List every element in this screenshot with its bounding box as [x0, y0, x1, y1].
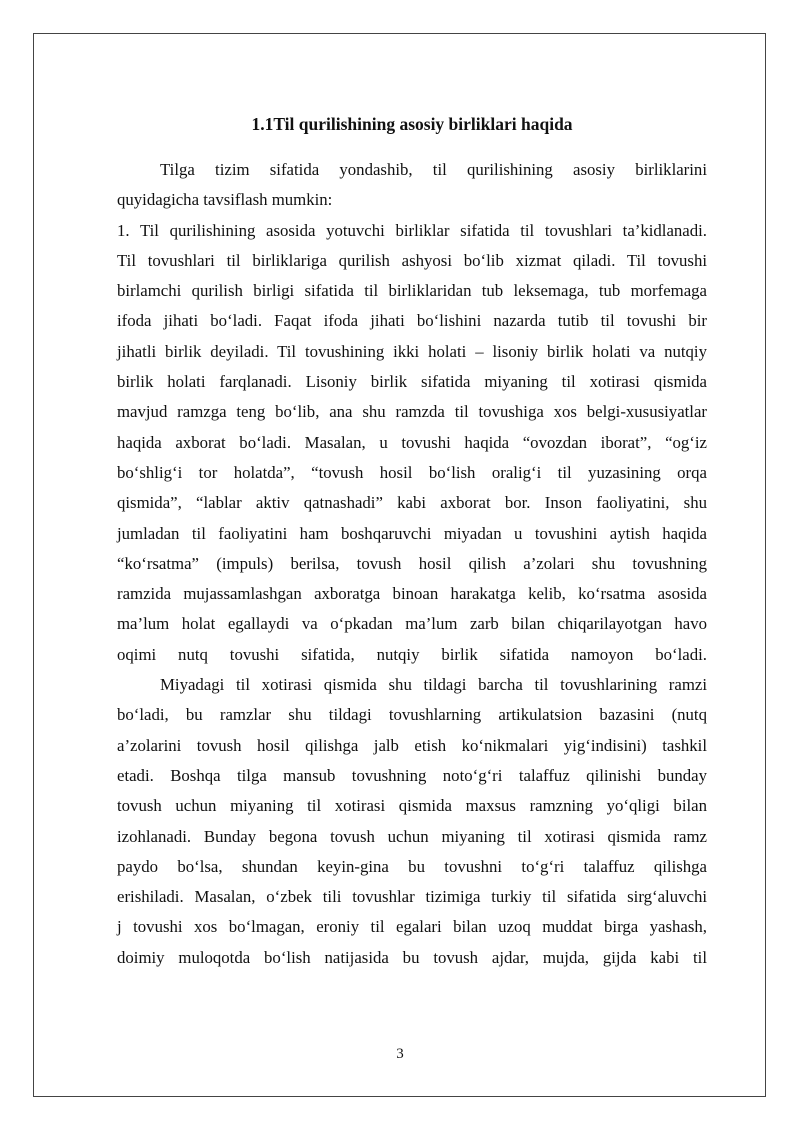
text-line: quyidagicha tavsiflash mumkin: [117, 190, 333, 210]
text-line: tovush uchun miyaning til xotirasi qismida maxsus ramzning yo‘qligi bilan [117, 796, 707, 816]
text-line: Til tovushlari til birliklariga qurilish ashyosi bo‘lib xizmat qiladi. Til tovushi [117, 250, 707, 270]
text-line: ramzida mujassamlashgan axboratga binoan harakatga kelib, ko‘rsatma asosida [117, 584, 707, 604]
page-content [117, 96, 707, 973]
text-line: j tovushi xos bo‘lmagan, eroniy til egalari bilan uzoq muddat birga yashash, [117, 917, 707, 937]
text-line: izohlanadi. Bunday begona tovush uchun miyaning til xotirasi qismida ramz [117, 826, 707, 846]
text-line: ifoda jihati bo‘ladi. Faqat ifoda jihati bo‘lishini nazarda tutib til tovushi bir [117, 311, 707, 331]
text-line: Tilga tizim sifatida yondashib, til qurilishining asosiy birliklarini [160, 160, 707, 179]
text-line: a’zolarini tovush hosil qilishga jalb etish ko‘nikmalari yig‘indisini) tashkil [117, 735, 707, 755]
text-line: oqimi nutq tovushi sifatida, nutqiy birlik sifatida namoyon bo‘ladi. [117, 644, 707, 664]
text-line: 1. Til qurilishining asosida yotuvchi birliklar sifatida til tovushlari ta’kidlanadi. [117, 220, 707, 240]
text-line: haqida axborat bo‘ladi. Masalan, u tovushi haqida “ovozdan iborat”, “og‘iz [117, 432, 707, 452]
text-line: erishiladi. Masalan, o‘zbek tili tovushlar tizimiga turkiy til sifatida sirg‘aluvchi [117, 887, 707, 907]
text-line: bo‘shlig‘i tor holatda”, “tovush hosil bo‘lish oralig‘i til yuzasining orqa [117, 462, 707, 482]
page-number: 3 [396, 1046, 404, 1062]
text-line: doimiy muloqotda bo‘lish natijasida bu tovush ajdar, mujda, gijda kabi til [117, 947, 707, 967]
body-text [117, 155, 707, 973]
text-line: paydo bo‘lsa, shundan keyin-gina bu tovushni to‘g‘ri talaffuz qilishga [117, 856, 707, 876]
text-line: ma’lum holat egallaydi va o‘pkadan ma’lum zarb bilan chiqarilayotgan havo [117, 614, 707, 634]
text-line: mavjud ramzga teng bo‘lib, ana shu ramzda til tovushiga xos belgi-xususiyatlar [117, 402, 707, 422]
text-line: “ko‘rsatma” (impuls) berilsa, tovush hosil qilish a’zolari shu tovushning [117, 553, 707, 573]
text-line: qismida”, “lablar aktiv qatnashadi” kabi axborat bor. Inson faoliyatini, shu [117, 493, 707, 513]
text-line: jihatli birlik deyiladi. Til tovushining ikki holati – lisoniy birlik holati va nutqiy [117, 341, 707, 361]
text-line: bo‘ladi, bu ramzlar shu tildagi tovushlarning artikulatsion bazasini (nutq [117, 705, 707, 725]
text-line: birlamchi qurilish birligi sifatida til birliklaridan tub leksemaga, tub morfemaga [117, 281, 707, 301]
text-line: birlik holati farqlanadi. Lisoniy birlik sifatida miyaning til xotirasi qismida [117, 372, 707, 392]
text-line: etadi. Boshqa tilga mansub tovushning noto‘g‘ri talaffuz qilinishi bunday [117, 765, 707, 785]
text-line: jumladan til faoliyatini ham boshqaruvchi miyadan u tovushini aytish haqida [117, 523, 707, 543]
section-title: 1.1Til qurilishining asosiy birliklari haqida [251, 114, 573, 134]
text-line: Miyadagi til xotirasi qismida shu tildagi barcha til tovushlarining ramzi [160, 675, 707, 695]
